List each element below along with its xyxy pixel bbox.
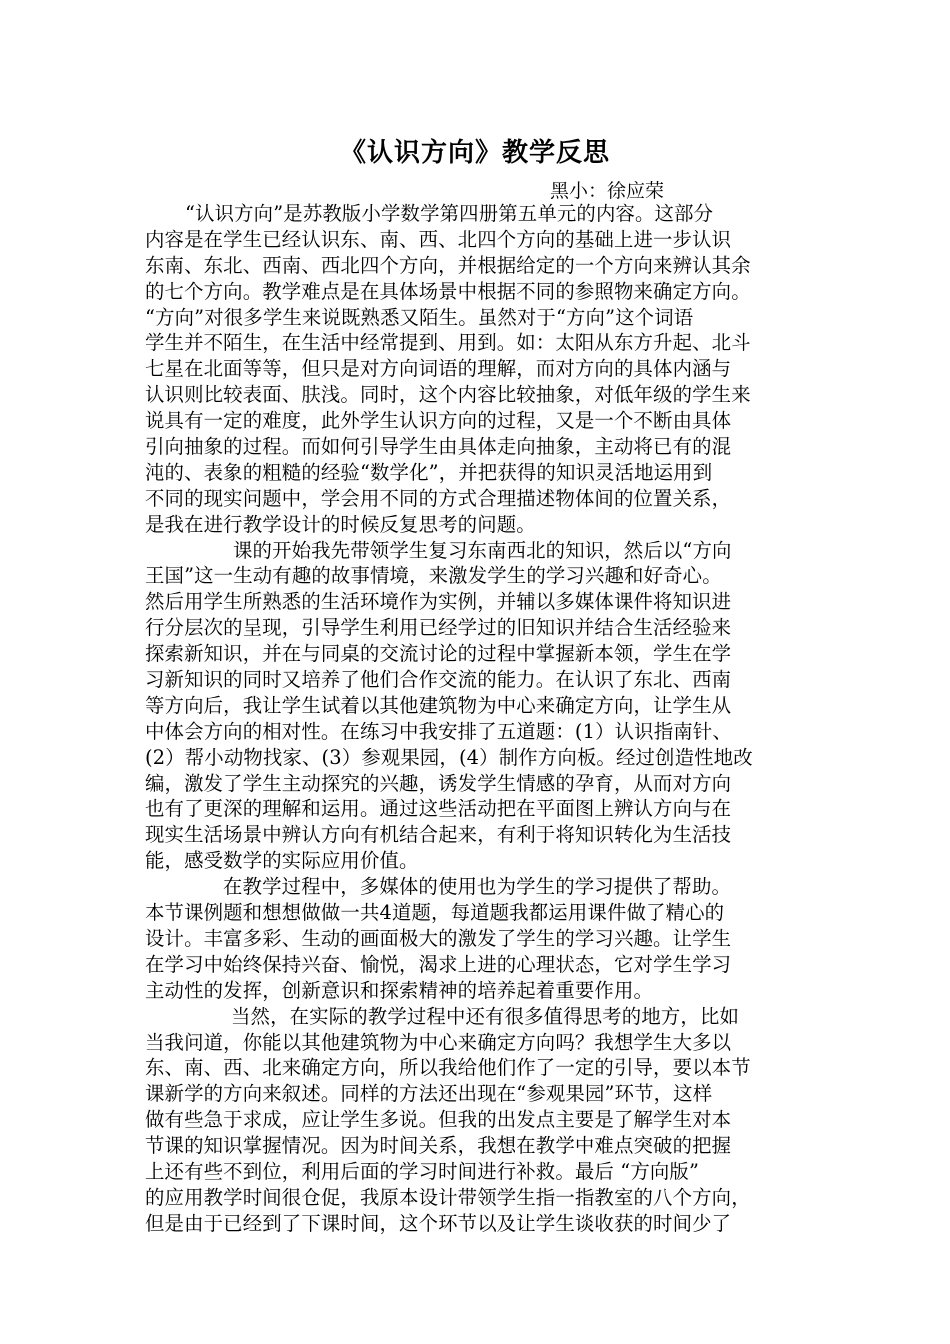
text-line: 在教学过程中，多媒体的使用也为学生的学习提供了帮助。 [223, 875, 732, 899]
text-line: 上还有些不到位，利用后面的学习时间进行补救。最后 “方向版” [145, 1159, 700, 1183]
text-line: 王国”这一生动有趣的故事情境，来激发学生的学习兴趣和好奇心。 [145, 564, 722, 588]
text-line: 中体会方向的相对性。在练习中我安排了五道题：(1）认识指南针、 [145, 719, 732, 743]
text-line: 课的开始我先带领学生复习东南西北的知识，然后以“方向 [233, 538, 732, 562]
text-line: 编，激发了学生主动探究的兴趣，诱发学生情感的孕育，从而对方向 [145, 771, 732, 795]
text-line: 行分层次的呈现，引导学生利用已经学过的旧知识并结合生活经验来 [145, 616, 732, 640]
text-line: 现实生活场景中辨认方向有机结合起来，有利于将知识转化为生活技 [145, 823, 732, 847]
text-line: 当然，在实际的教学过程中还有很多值得思考的地方，比如 [231, 1004, 740, 1028]
document-title: 《认识方向》教学反思 [339, 138, 610, 168]
document-author: 黑小：徐应荣 [550, 180, 665, 202]
text-line: 但是由于已经到了下课时间，这个环节以及让学生谈收获的时间少了 [145, 1211, 732, 1235]
text-line: “方向”对很多学生来说既熟悉又陌生。虽然对于“方向”这个词语 [145, 305, 694, 329]
text-line: (2）帮小动物找家、(3）参观果园，(4）制作方向板。经过创造性地改 [145, 745, 753, 769]
text-line: 做有些急于求成，应让学生多说。但我的出发点主要是了解学生对本 [145, 1108, 732, 1132]
document-body [145, 201, 810, 1237]
text-line: 能，感受数学的实际应用价值。 [145, 849, 419, 873]
text-line: 东南、东北、西南、西北四个方向，并根据给定的一个方向来辨认其余 [145, 253, 751, 277]
text-line: “认识方向”是苏教版小学数学第四册第五单元的内容。这部分 [185, 202, 714, 225]
text-line: 当我问道，你能以其他建筑物为中心来确定方向吗？我想学生大多以 [145, 1030, 732, 1054]
text-line: 的七个方向。教学难点是在具体场景中根据不同的参照物来确定方向。 [145, 279, 751, 303]
text-line: 引向抽象的过程。而如何引导学生由具体走向抽象，主动将已有的混 [145, 435, 732, 459]
text-line: 是我在进行教学设计的时候反复思考的问题。 [145, 512, 536, 536]
text-line: 设计。丰富多彩、生动的画面极大的激发了学生的学习兴趣。让学生 [145, 926, 732, 950]
text-line: 然后用学生所熟悉的生活环境作为实例，并辅以多媒体课件将知识进 [145, 590, 732, 614]
text-line: 主动性的发挥，创新意识和探索精神的培养起着重要作用。 [145, 978, 654, 1002]
text-line: 沌的、表象的粗糙的经验“数学化”，并把获得的知识灵活地运用到 [145, 460, 713, 484]
text-line: 课新学的方向来叙述。同样的方法还出现在“参观果园”环节，这样 [145, 1082, 713, 1106]
text-line: 内容是在学生已经认识东、南、西、北四个方向的基础上进一步认识 [145, 227, 732, 251]
text-line: 学生并不陌生，在生活中经常提到、用到。如：太阳从东方升起、北斗 [145, 331, 751, 355]
text-line: 的应用教学时间很仓促，我原本设计带领学生指一指教室的八个方向， [145, 1185, 751, 1209]
text-line: 认识则比较表面、肤浅。同时，这个内容比较抽象，对低年级的学生来 [145, 383, 751, 407]
text-line: 本节课例题和想想做做一共4道题，每道题我都运用课件做了精心的 [145, 901, 725, 925]
text-line: 习新知识的同时又培养了他们合作交流的能力。在认识了东北、西南 [145, 668, 732, 692]
text-line: 探索新知识，并在与同桌的交流讨论的过程中掌握新本领，学生在学 [145, 642, 732, 666]
text-line: 七星在北面等等，但只是对方向词语的理解，而对方向的具体内涵与 [145, 357, 732, 381]
text-line: 不同的现实问题中，学会用不同的方式合理描述物体间的位置关系， [145, 486, 732, 510]
text-line: 在学习中始终保持兴奋、愉悦，渴求上进的心理状态，它对学生学习 [145, 952, 732, 976]
text-line: 等方向后，我让学生试着以其他建筑物为中心来确定方向，让学生从 [145, 693, 732, 717]
text-line: 说具有一定的难度，此外学生认识方向的过程，又是一个不断由具体 [145, 409, 732, 433]
text-line: 也有了更深的理解和运用。通过这些活动把在平面图上辨认方向与在 [145, 797, 732, 821]
text-line: 东、南、西、北来确定方向，所以我给他们作了一定的引导，要以本节 [145, 1056, 751, 1080]
text-line: 节课的知识掌握情况。因为时间关系，我想在教学中难点突破的把握 [145, 1134, 732, 1158]
